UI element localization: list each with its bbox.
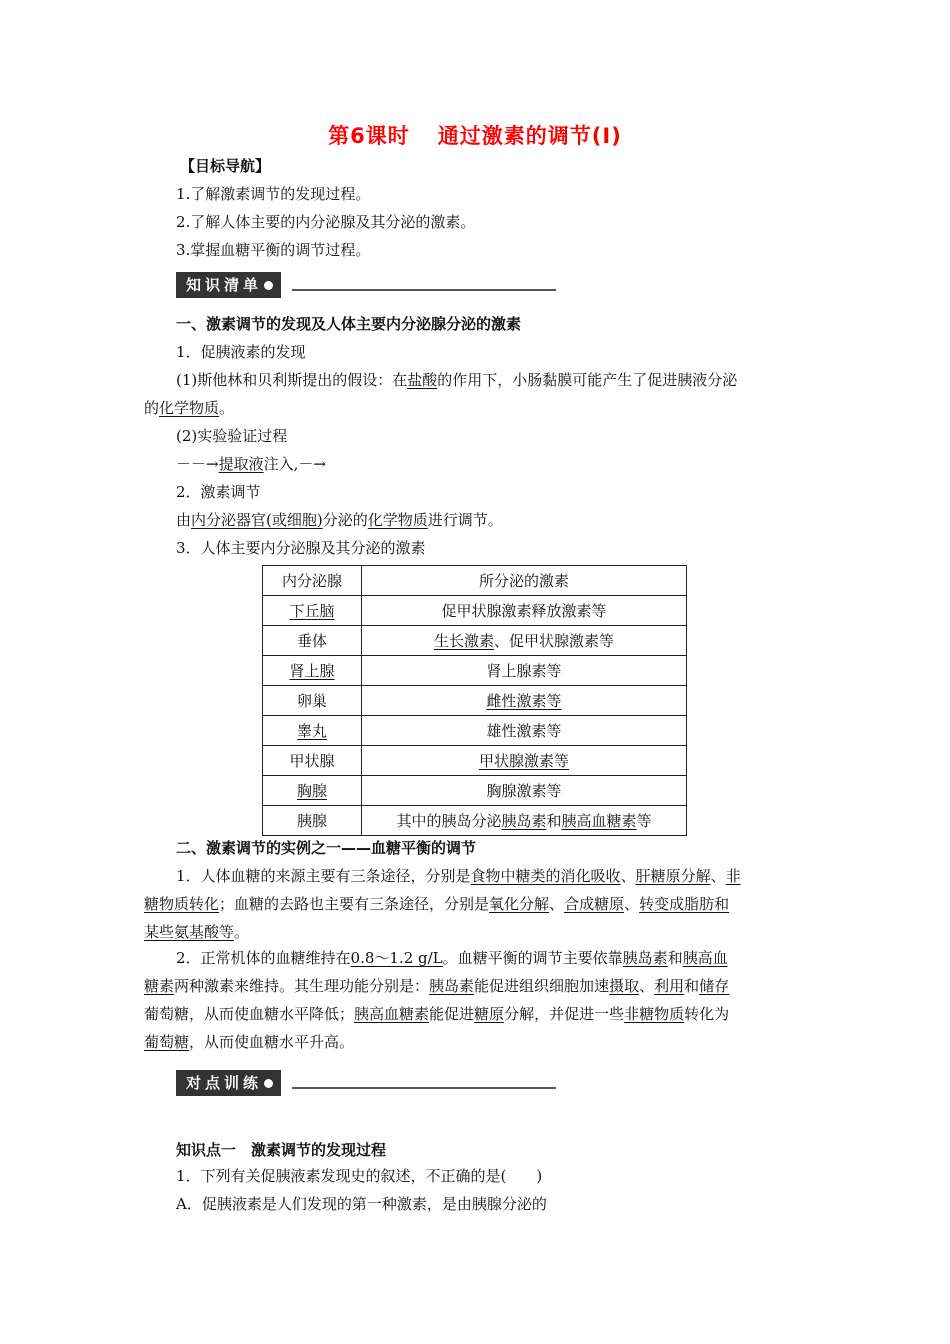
hormone-cell: 胸腺激素等 bbox=[362, 776, 687, 806]
answer-blank: 化学物质 bbox=[367, 511, 428, 529]
hormone-cell: 生长激素、促甲状腺激素等 bbox=[362, 626, 687, 656]
title-topic: 通过激素的调节(Ⅰ) bbox=[437, 124, 622, 148]
table-row bbox=[263, 776, 687, 806]
answer-blank: 化学物质 bbox=[159, 399, 220, 417]
answer-option: A．促胰液素是人们发现的第一种激素，是由胰腺分泌的 bbox=[176, 1195, 547, 1213]
gland-cell: 下丘脑 bbox=[263, 596, 362, 626]
paragraph-line: 葡萄糖，从而使血糖水平升高。 bbox=[144, 1033, 355, 1051]
hormone-cell: 雌性激素等 bbox=[362, 686, 687, 716]
gland-cell: 甲状腺 bbox=[263, 746, 362, 776]
answer-blank: 某些氨基酸等 bbox=[144, 923, 235, 941]
paragraph-line: 2．正常机体的血糖维持在0.8～1.2 g/L。血糖平衡的调节主要依靠胰岛素和胰高血 bbox=[176, 949, 728, 967]
gland-cell: 卵巢 bbox=[263, 686, 362, 716]
answer-blank: 食物中糖类的消化吸收 bbox=[470, 867, 621, 885]
goal-item: 3.掌握血糖平衡的调节过程。 bbox=[176, 241, 371, 259]
banner-label: 知识清单 bbox=[186, 276, 263, 294]
gland-cell: 垂体 bbox=[263, 626, 362, 656]
hormone-cell: 肾上腺素等 bbox=[362, 656, 687, 686]
paragraph-line: 1．人体血糖的来源主要有三条途径，分别是食物中糖类的消化吸收、肝糖原分解、非 bbox=[176, 867, 741, 885]
section-banner bbox=[176, 272, 556, 298]
table-header: 所分泌的激素 bbox=[362, 566, 687, 596]
paragraph-line: －－→提取液注入,－→ bbox=[176, 455, 326, 473]
answer-blank: 胰高血 bbox=[682, 949, 728, 967]
section-banner bbox=[176, 1070, 556, 1096]
gland-cell: 胰腺 bbox=[263, 806, 362, 836]
answer-blank: 胰岛素 bbox=[622, 949, 668, 967]
table-row bbox=[263, 656, 687, 686]
answer-blank: 利用 bbox=[654, 977, 685, 995]
hormone-cell: 雄性激素等 bbox=[362, 716, 687, 746]
bullet-dot-icon bbox=[264, 1079, 273, 1088]
subheading: 3．人体主要内分泌腺及其分泌的激素 bbox=[176, 539, 426, 557]
table-row bbox=[263, 716, 687, 746]
paragraph-line: 由内分泌器官(或细胞)分泌的化学物质进行调节。 bbox=[176, 511, 503, 529]
banner-rule bbox=[292, 1087, 556, 1089]
paragraph-line: 的化学物质。 bbox=[144, 399, 235, 417]
hormone-cell: 其中的胰岛分泌胰岛素和胰高血糖素等 bbox=[362, 806, 687, 836]
paragraph-line: (2)实验验证过程 bbox=[176, 427, 288, 445]
answer-blank: 合成糖原 bbox=[564, 895, 625, 913]
gland-cell: 睾丸 bbox=[263, 716, 362, 746]
answer-blank: 盐酸 bbox=[407, 371, 438, 389]
answer-blank: 糖物质转化 bbox=[144, 895, 220, 913]
answer-blank: 肝糖原分解 bbox=[635, 867, 711, 885]
section-heading: 一、激素调节的发现及人体主要内分泌腺分泌的激素 bbox=[176, 315, 522, 333]
section-heading: 二、激素调节的实例之一——血糖平衡的调节 bbox=[176, 839, 477, 857]
bullet-dot-icon bbox=[264, 281, 273, 290]
table-header: 内分泌腺 bbox=[263, 566, 362, 596]
practice-heading: 知识点一 激素调节的发现过程 bbox=[176, 1141, 387, 1159]
table-row bbox=[263, 686, 687, 716]
answer-blank: 糖素 bbox=[144, 977, 175, 995]
answer-blank: 0.8～1.2 g/L bbox=[350, 949, 443, 967]
paragraph-line: 某些氨基酸等。 bbox=[144, 923, 250, 941]
title-lesson: 第6课时 bbox=[328, 124, 410, 148]
banner-rule bbox=[292, 289, 556, 291]
banner-label: 对点训练 bbox=[186, 1074, 263, 1092]
answer-blank: 内分泌器官(或细胞) bbox=[191, 511, 323, 529]
paragraph-line: 糖物质转化；血糖的去路也主要有三条途径，分别是氧化分解、合成糖原、转变成脂肪和 bbox=[144, 895, 730, 913]
goal-item: 2.了解人体主要的内分泌腺及其分泌的激素。 bbox=[176, 213, 476, 231]
answer-blank: 葡萄糖 bbox=[144, 1033, 190, 1051]
table-header-row bbox=[263, 566, 687, 596]
answer-blank: 糖原 bbox=[474, 1005, 505, 1023]
answer-blank: 胰高血糖素 bbox=[354, 1005, 430, 1023]
table-row bbox=[263, 596, 687, 626]
hormone-cell: 促甲状腺激素释放激素等 bbox=[362, 596, 687, 626]
gland-cell: 肾上腺 bbox=[263, 656, 362, 686]
hormone-cell: 甲状腺激素等 bbox=[362, 746, 687, 776]
answer-blank: 摄取 bbox=[609, 977, 640, 995]
answer-blank: 提取液 bbox=[218, 455, 264, 473]
answer-blank: 储存 bbox=[699, 977, 730, 995]
table-row bbox=[263, 626, 687, 656]
answer-blank: 转变成脂肪和 bbox=[639, 895, 730, 913]
question: 1．下列有关促胰液素发现史的叙述，不正确的是( ) bbox=[176, 1167, 543, 1185]
page-title bbox=[0, 120, 950, 150]
goal-item: 1.了解激素调节的发现过程。 bbox=[176, 185, 371, 203]
answer-blank: 非糖物质 bbox=[624, 1005, 685, 1023]
paragraph-line: (1)斯他林和贝利斯提出的假设：在盐酸的作用下，小肠黏膜可能产生了促进胰液分泌 bbox=[176, 371, 738, 389]
paragraph-line: 葡萄糖，从而使血糖水平降低；胰高血糖素能促进糖原分解，并促进一些非糖物质转化为 bbox=[144, 1005, 730, 1023]
answer-blank: 胰岛素 bbox=[429, 977, 475, 995]
subheading: 2．激素调节 bbox=[176, 483, 261, 501]
goals-heading: 【目标导航】 bbox=[180, 157, 271, 175]
answer-blank: 非 bbox=[725, 867, 741, 885]
paragraph-line: 糖素两种激素来维持。其生理功能分别是：胰岛素能促进组织细胞加速摄取、利用和储存 bbox=[144, 977, 730, 995]
table-row bbox=[263, 806, 687, 836]
gland-hormone-table bbox=[262, 565, 687, 836]
table-row bbox=[263, 746, 687, 776]
gland-cell: 胸腺 bbox=[263, 776, 362, 806]
subheading: 1．促胰液素的发现 bbox=[176, 343, 306, 361]
answer-blank: 氧化分解 bbox=[489, 895, 550, 913]
